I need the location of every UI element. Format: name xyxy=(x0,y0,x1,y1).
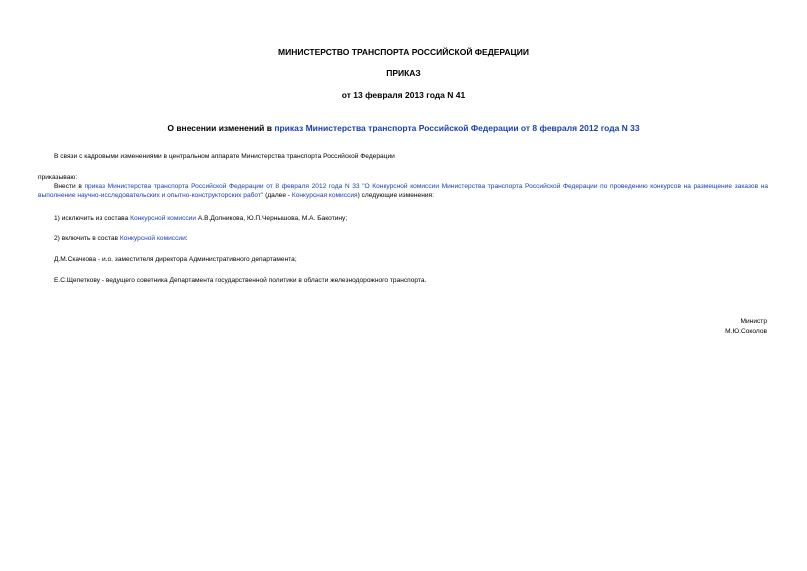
item1-link[interactable]: Конкурсной комиссии xyxy=(130,215,197,222)
member-1: Д.М.Скачкова - и.о. заместителя директора Административного департамента; xyxy=(54,256,297,263)
item1-suffix: А.В.Долникова, Ю.П.Чернышова, М.А. Бакотину; xyxy=(196,215,348,222)
item2-suffix: : xyxy=(185,235,188,242)
para-link-commission[interactable]: Конкурсная комиссия xyxy=(291,192,358,199)
order-word: приказываю: xyxy=(38,174,78,181)
item-1 xyxy=(54,214,347,223)
item-2 xyxy=(54,234,188,243)
para-mid: (далее - xyxy=(263,192,292,199)
date-number-heading: от 13 февраля 2013 года N 41 xyxy=(341,90,466,100)
para-prefix: Внести в xyxy=(54,183,85,190)
item2-link[interactable]: Конкурсной комиссии xyxy=(119,235,186,242)
para-suffix: ) следующие изменения: xyxy=(357,192,434,199)
member-2: Е.С.Щепеткову - ведущего советника Департамента государственной политики в области железнодорожного транспорта. xyxy=(54,277,427,284)
title-prefix: О внесении изменений в xyxy=(167,123,275,133)
item1-prefix: 1) исключить из состава xyxy=(54,215,131,222)
ministry-heading: МИНИСТЕРСТВО ТРАНСПОРТА РОССИЙСКОЙ ФЕДЕРАЦИИ xyxy=(278,47,529,57)
title-link[interactable]: приказ Министерства транспорта Российской Федерации от 8 февраля 2012 года N 33 xyxy=(274,123,640,133)
intro-paragraph: В связи с кадровыми изменениями в центральном аппарате Министерства транспорта Российской Федерации xyxy=(54,153,395,160)
signature-position: Министр xyxy=(740,318,767,325)
para-link[interactable]: приказ Министерства транспорта Российской Федерации от 8 февраля 2012 года N 33 "О Конкурсной комиссии Министерства транспорта Российской Федерации по проведению конкурсов на размещение заказов на выполнение научно-исследовательских и опытно-конструкторских работ" xyxy=(38,183,769,199)
signature-name: М.Ю.Соколов xyxy=(725,328,767,335)
doc-type-heading: ПРИКАЗ xyxy=(386,68,421,78)
document-title xyxy=(0,123,807,133)
main-paragraph xyxy=(38,182,768,200)
item2-prefix: 2) включить в состав xyxy=(54,235,120,242)
